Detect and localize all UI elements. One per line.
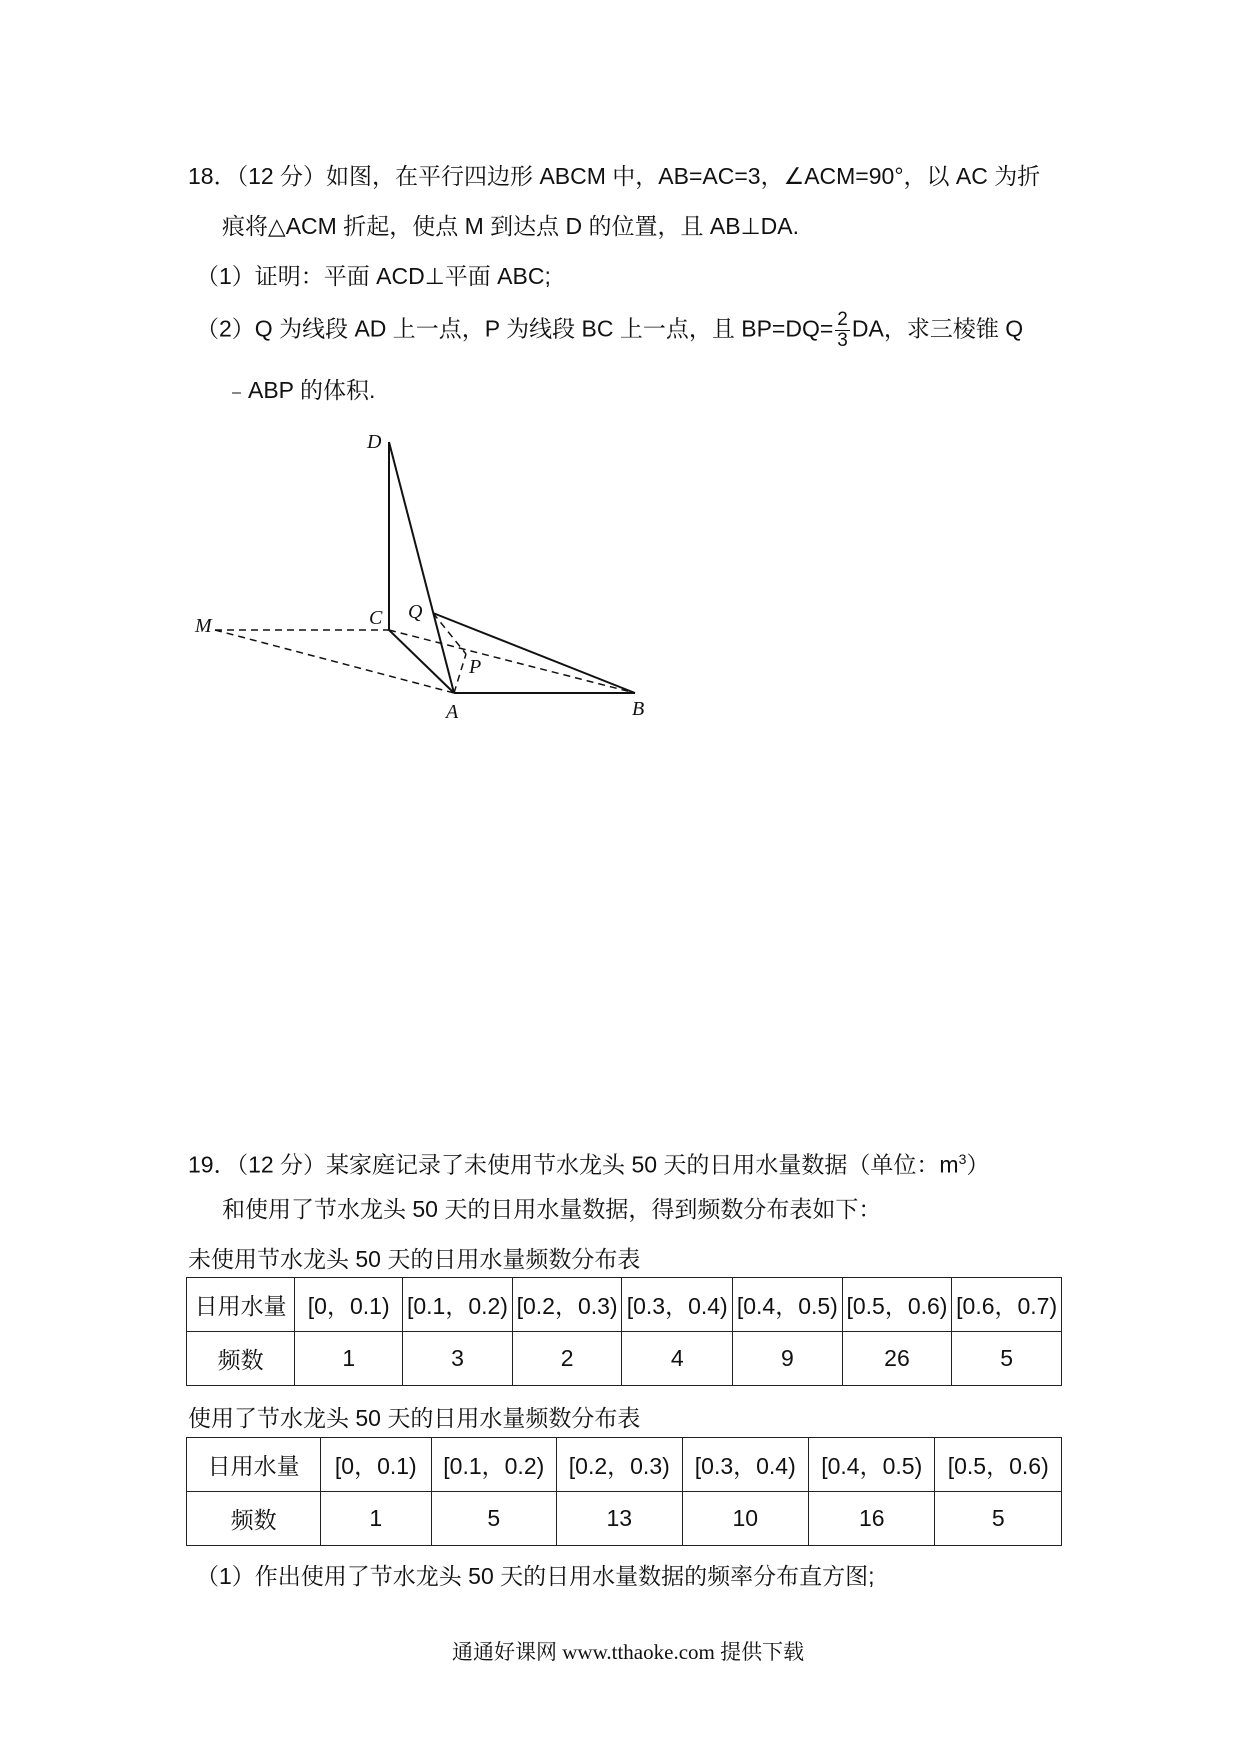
table-cell: 9 (733, 1332, 843, 1386)
table-cell: 频数 (187, 1332, 295, 1386)
dashed-edges (215, 613, 635, 693)
table-cell: [0.1，0.2) (431, 1438, 557, 1492)
label-C: C (369, 607, 383, 629)
fraction-denominator: 3 (837, 330, 848, 351)
table-cell: [0.2，0.3) (512, 1278, 622, 1332)
q18-part2-continuation: ﹣ABP 的体积. (225, 377, 376, 403)
table-cell: 26 (842, 1332, 952, 1386)
table-cell: 1 (295, 1332, 403, 1386)
unit-exponent: 3 (958, 1151, 967, 1167)
table-row (187, 1438, 1062, 1492)
table-cell: [0.2，0.3) (557, 1438, 683, 1492)
table-cell: 日用水量 (187, 1438, 321, 1492)
table-cell: [0.6，0.7) (952, 1278, 1062, 1332)
q18-line1: 18．（12 分）如图，在平行四边形 ABCM 中，AB=AC=3，∠ACM=90°，以 AC 为折 (188, 163, 1041, 189)
label-B: B (632, 698, 645, 720)
table-cell: [0.3，0.4) (622, 1278, 733, 1332)
footer-source: 通通好课网 www.tthaoke.com 提供下载 (452, 1640, 805, 1664)
table-cell: [0.1，0.2) (403, 1278, 513, 1332)
edge-AP (454, 654, 466, 693)
q18-part2-after: DA，求三棱锥 Q (851, 315, 1024, 342)
table-cell: 4 (622, 1332, 733, 1386)
q19-part1: （1）作出使用了节水龙头 50 天的日用水量数据的频率分布直方图; (196, 1563, 875, 1589)
q19-line1-close: ） (966, 1151, 990, 1178)
table-row (187, 1332, 1062, 1386)
table1-title: 未使用节水龙头 50 天的日用水量频数分布表 (188, 1246, 641, 1272)
table-cell: 16 (809, 1492, 935, 1546)
edge-CB (389, 630, 635, 693)
label-Q: Q (408, 601, 423, 623)
q19-line1 (188, 1144, 989, 1180)
edge-MA (215, 630, 454, 693)
table-row (187, 1278, 1062, 1332)
table-cell: [0.5，0.6) (935, 1438, 1062, 1492)
table-cell: [0.3，0.4) (682, 1438, 808, 1492)
edge-QB (433, 613, 635, 693)
q18-part1: （1）证明：平面 ACD⊥平面 ABC; (196, 263, 551, 289)
table-cell: 13 (557, 1492, 683, 1546)
table-cell: 日用水量 (187, 1278, 295, 1332)
q18-part2-before: （2）Q 为线段 AD 上一点，P 为线段 BC 上一点，且 BP=DQ= (196, 315, 834, 342)
table-cell: [0.5，0.6) (842, 1278, 952, 1332)
q19-line2: 和使用了节水龙头 50 天的日用水量数据，得到频数分布表如下： (222, 1196, 882, 1222)
edge-DA (389, 442, 454, 693)
table-cell: 2 (512, 1332, 622, 1386)
table2-title: 使用了节水龙头 50 天的日用水量频数分布表 (188, 1405, 641, 1431)
fraction-numerator: 2 (837, 309, 848, 330)
q18-line2: 痕将△ACM 折起，使点 M 到达点 D 的位置，且 AB⊥DA. (222, 213, 799, 239)
q19-line1-text: 19．（12 分）某家庭记录了未使用节水龙头 50 天的日用水量数据（单位：m (188, 1151, 959, 1178)
table-cell: 5 (952, 1332, 1062, 1386)
table-cell: [0，0.1) (295, 1278, 403, 1332)
label-A: A (446, 701, 459, 723)
table-row (187, 1492, 1062, 1546)
label-P: P (469, 656, 482, 678)
table-cell: [0，0.1) (321, 1438, 431, 1492)
table-cell: 5 (935, 1492, 1062, 1546)
frequency-table-with-faucet (186, 1437, 1062, 1546)
table-cell: 5 (431, 1492, 557, 1546)
table-cell: [0.4，0.5) (733, 1278, 843, 1332)
table-cell: [0.4，0.5) (809, 1438, 935, 1492)
edge-CA (389, 630, 454, 693)
label-M: M (195, 615, 212, 637)
table-cell: 3 (403, 1332, 513, 1386)
solid-edges (389, 442, 635, 693)
table-cell: 频数 (187, 1492, 321, 1546)
geometry-figure (0, 0, 1240, 760)
table-cell: 10 (682, 1492, 808, 1546)
table-cell: 1 (321, 1492, 431, 1546)
label-D: D (367, 431, 382, 453)
frequency-table-without-faucet (186, 1277, 1062, 1386)
